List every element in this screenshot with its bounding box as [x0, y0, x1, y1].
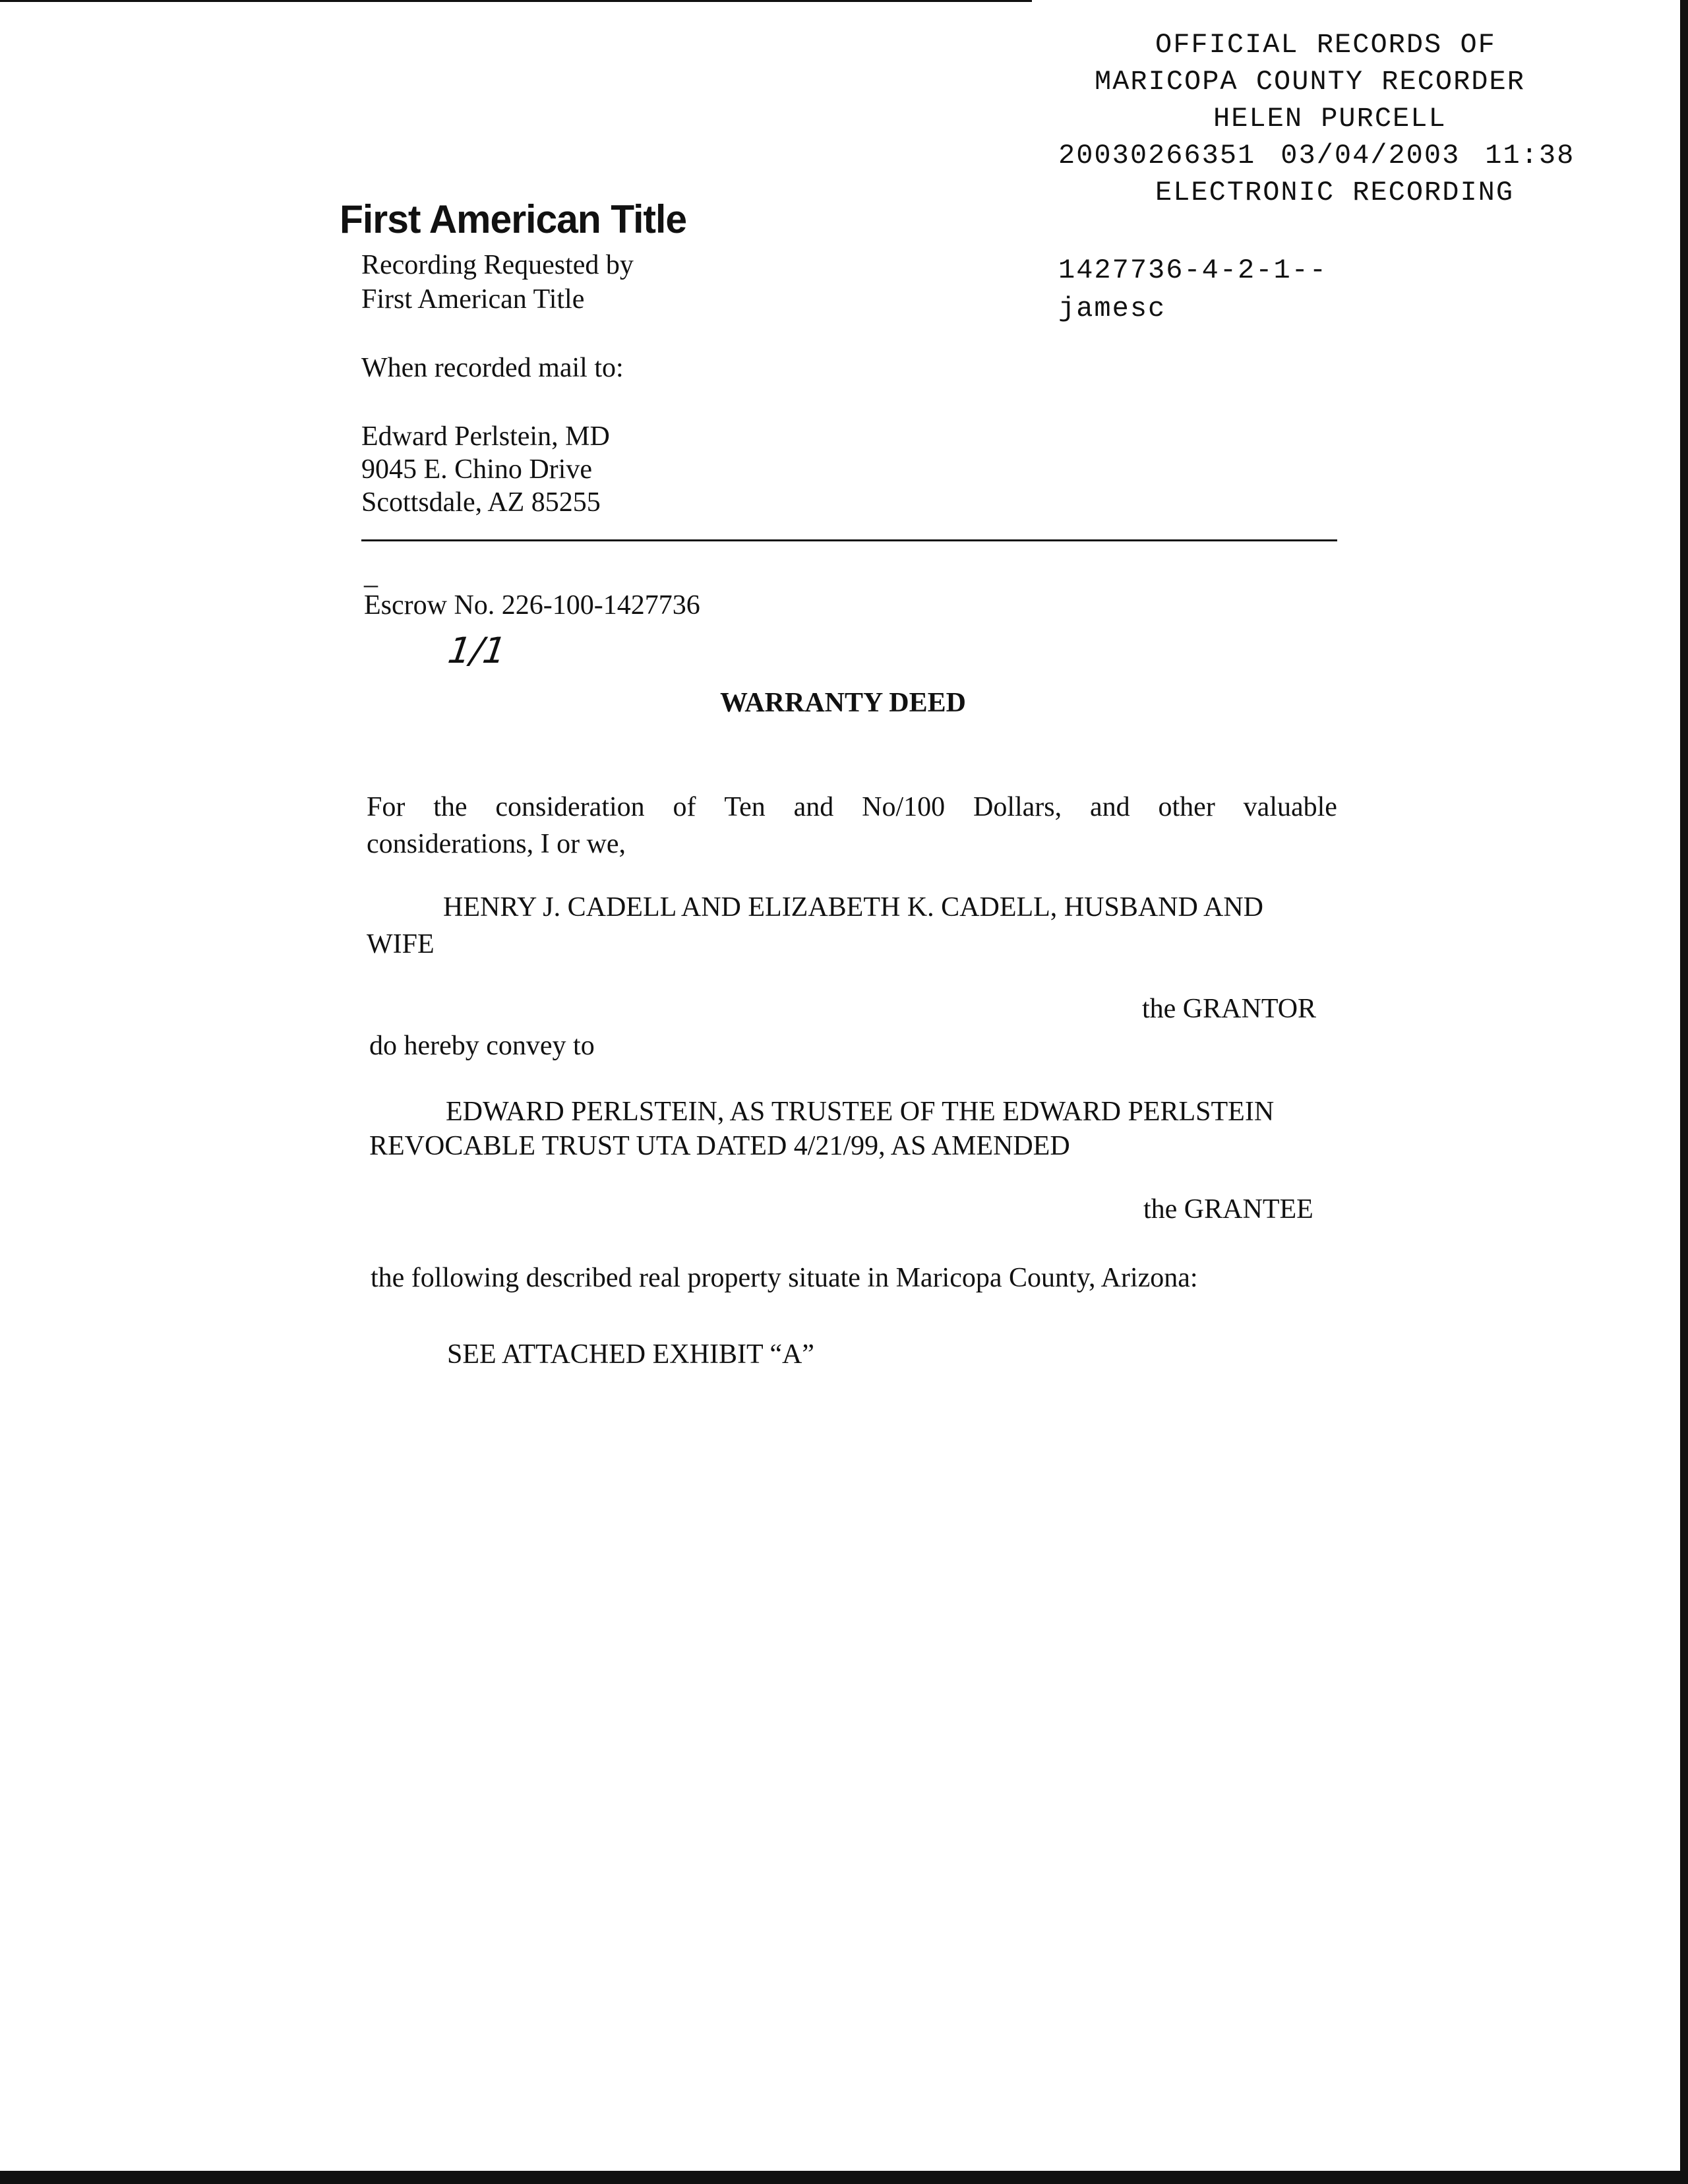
consideration-word: Dollars,	[973, 792, 1062, 822]
property-description: the following described real property situate in Maricopa County, Arizona:	[371, 1263, 1198, 1293]
recording-date: 03/04/2003	[1281, 140, 1461, 171]
grantee-names-continued: REVOCABLE TRUST UTA DATED 4/21/99, AS AMENDED	[369, 1131, 1070, 1161]
mail-to-label: When recorded mail to:	[361, 353, 624, 383]
grantee-label: the GRANTEE	[1143, 1194, 1313, 1225]
document-number: 20030266351	[1058, 140, 1256, 171]
recording-requested-by: Recording Requested by	[361, 250, 634, 280]
stamp-line-electronic-recording: ELECTRONIC RECORDING	[1155, 177, 1515, 208]
consideration-word: valuable	[1243, 792, 1337, 822]
stamp-user: jamesc	[1058, 293, 1166, 324]
right-scan-border	[1680, 0, 1688, 2184]
consideration-word: No/100	[862, 792, 946, 822]
consideration-word: other	[1158, 792, 1215, 822]
grantor-names: HENRY J. CADELL AND ELIZABETH K. CADELL, HUSBAND AND	[443, 892, 1264, 923]
convey-statement: do hereby convey to	[369, 1031, 595, 1061]
consideration-word: of	[673, 792, 696, 822]
consideration-word: consideration	[495, 792, 645, 822]
escrow-mark: _	[364, 560, 378, 590]
consideration-word: Ten	[724, 792, 766, 822]
mail-to-city: Scottsdale, AZ 85255	[361, 487, 601, 518]
consideration-line	[367, 790, 1337, 824]
requester-name: First American Title	[361, 284, 585, 315]
grantor-names-continued: WIFE	[367, 929, 435, 959]
escrow-number: Escrow No. 226-100-1427736	[364, 590, 700, 621]
consideration-word: and	[1090, 792, 1130, 822]
exhibit-reference: SEE ATTACHED EXHIBIT “A”	[447, 1339, 814, 1370]
handwritten-page-mark: 1/1	[445, 630, 509, 671]
mail-to-name: Edward Perlstein, MD	[361, 421, 610, 452]
grantee-names: EDWARD PERLSTEIN, AS TRUSTEE OF THE EDWARD PERLSTEIN	[446, 1097, 1275, 1127]
stamp-line-county-recorder: MARICOPA COUNTY RECORDER	[1095, 66, 1525, 98]
stamp-line-record-info	[1058, 137, 1575, 174]
first-american-title-logo: First American Title	[340, 197, 687, 241]
deed-title: WARRANTY DEED	[720, 688, 966, 718]
consideration-line-2: considerations, I or we,	[367, 829, 626, 859]
stamp-line-recorder-name: HELEN PURCELL	[1213, 103, 1447, 135]
consideration-word: and	[793, 792, 834, 822]
mail-to-street: 9045 E. Chino Drive	[361, 454, 592, 485]
recording-time: 11:38	[1485, 140, 1575, 171]
top-scan-edge	[0, 0, 1032, 2]
grantor-label: the GRANTOR	[1142, 994, 1317, 1024]
stamp-line-official-records: OFFICIAL RECORDS OF	[1155, 29, 1496, 61]
consideration-word: the	[433, 792, 467, 822]
stamp-reference-code: 1427736-4-2-1--	[1058, 255, 1328, 286]
bottom-scan-border	[0, 2171, 1688, 2184]
header-divider	[361, 539, 1337, 541]
consideration-word: For	[367, 792, 406, 822]
